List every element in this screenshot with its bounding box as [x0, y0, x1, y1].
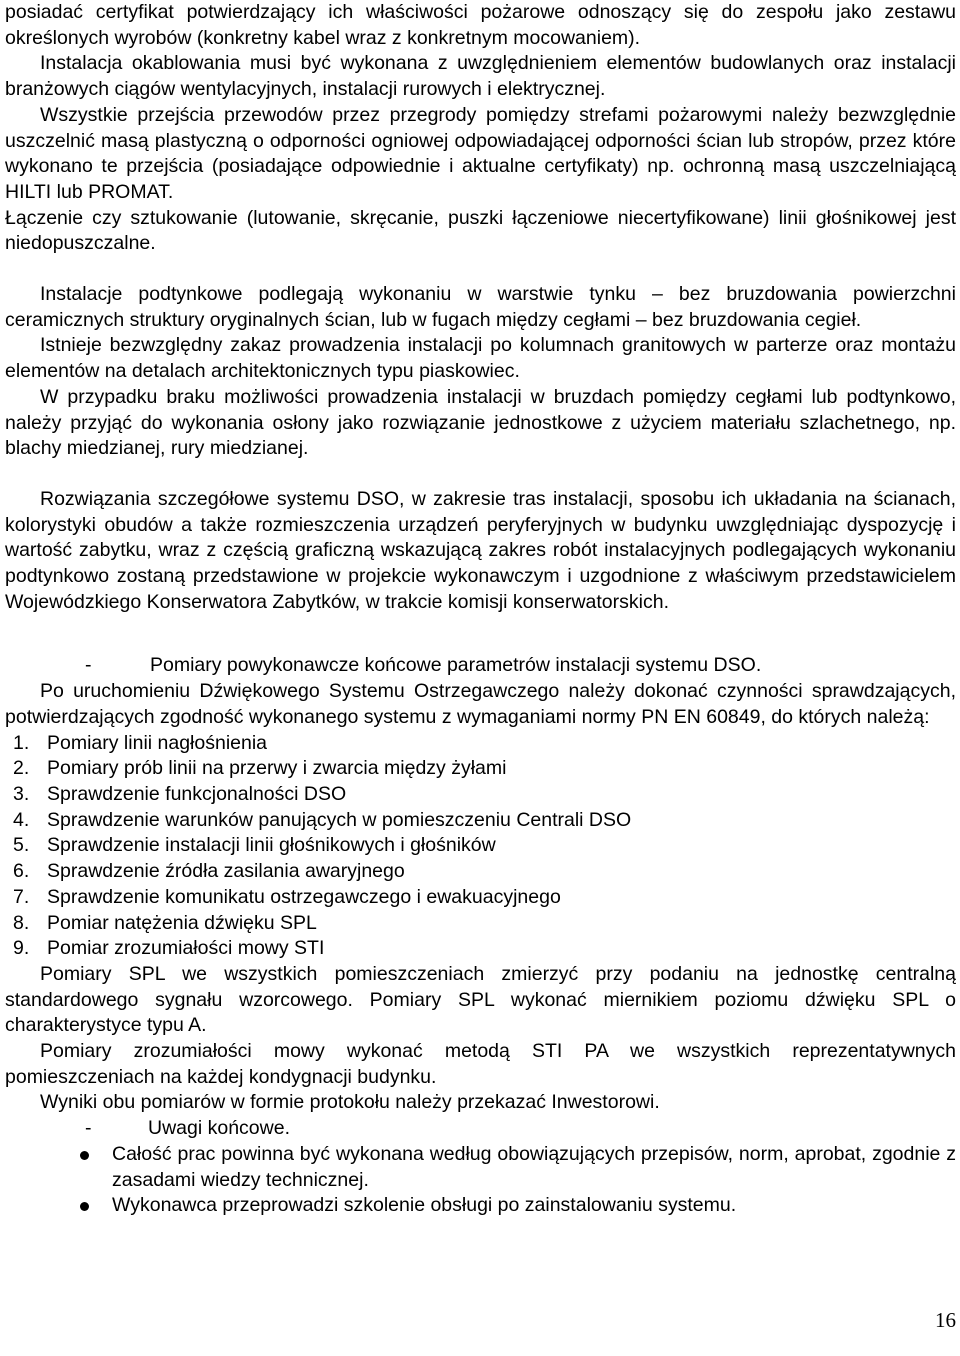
- list-item: [5, 1142, 956, 1193]
- heading-text: Pomiary powykonawcze końcowe parametrów instalacji systemu DSO.: [150, 654, 762, 677]
- list-number: 6.: [13, 860, 30, 883]
- dash-marker: -: [85, 1117, 92, 1140]
- page-number: 16: [935, 1308, 956, 1332]
- list-number: 3.: [13, 782, 30, 805]
- list-text: Sprawdzenie źródła zasilania awaryjnego: [47, 860, 405, 883]
- spacer: [5, 257, 956, 282]
- bullet-icon: [80, 1202, 89, 1211]
- paragraph-spl: Pomiary SPL we wszystkich pomieszczeniach zmierzyć przy podaniu na jednostkę centralną standardowego sygnału wzorcowego. Pomiary SPL wykonać miernikiem poziomu dźwięku SPL o charakterystyce typu A.: [5, 962, 956, 1037]
- list-item: [5, 859, 956, 885]
- spacer: [5, 615, 956, 653]
- list-number: 2.: [13, 757, 30, 780]
- paragraph-joining: Łączenie czy sztukowanie (lutowanie, skręcanie, puszki łączeniowe niecertyfikowane) linii głośnikowej jest niedopuszczalne.: [5, 206, 956, 255]
- list-text: Całość prac powinna być wykonana według obowiązujących przepisów, norm, aprobat, zgodnie z zasadami wiedzy technicznej.: [112, 1142, 956, 1191]
- final-remarks-list: [5, 1142, 956, 1219]
- list-item: [5, 1193, 956, 1219]
- spacer: [5, 462, 956, 487]
- list-number: 8.: [13, 911, 30, 934]
- list-item: [5, 936, 956, 962]
- document-page: [5, 0, 956, 1219]
- paragraph-results: Wyniki obu pomiarów w formie protokołu należy przekazać Inwestorowi.: [40, 1091, 660, 1114]
- paragraph-fire-sealing: Wszystkie przejścia przewodów przez przegrody pomiędzy strefami pożarowymi należy bezwzględnie uszczelnić masą plastyczną o odporności ogniowej odpowiadającej odporności ścian lub stropów, przez które wykonano te przejścia (posiadające odpowiednie i aktualne certyfikaty) np. ochronną masą uszczelniającą HILTI lub PROMAT.: [5, 103, 956, 203]
- list-item: [5, 833, 956, 859]
- list-text: Wykonawca przeprowadzi szkolenie obsługi po zainstalowaniu systemu.: [112, 1194, 737, 1217]
- list-text: Pomiary linii nagłośnienia: [47, 731, 268, 754]
- list-text: Sprawdzenie instalacji linii głośnikowych i głośników: [47, 834, 496, 857]
- paragraph-measurements-intro: Po uruchomieniu Dźwiękowego Systemu Ostrzegawczego należy dokonać czynności sprawdzających, potwierdzających zgodność wykonanego systemu z wymaganiami normy PN EN 60849, do których należą:: [5, 680, 956, 728]
- list-text: Pomiary prób linii na przerwy i zwarcia między żyłami: [47, 757, 507, 780]
- heading-text: Uwagi końcowe.: [148, 1117, 290, 1140]
- list-text: Sprawdzenie warunków panujących w pomieszczeniu Centrali DSO: [47, 808, 632, 831]
- bullet-icon: [80, 1151, 89, 1160]
- list-number: 9.: [13, 937, 30, 960]
- measurements-list: [5, 731, 956, 962]
- section-heading-final-remarks: [5, 1116, 956, 1142]
- list-item: [5, 885, 956, 911]
- list-text: Sprawdzenie funkcjonalności DSO: [47, 782, 347, 805]
- list-number: 7.: [13, 885, 30, 908]
- paragraph-sti: Pomiary zrozumiałości mowy wykonać metodą STI PA we wszystkich reprezentatywnych pomieszczeniach na każdej kondygnacji budynku.: [5, 1040, 956, 1088]
- paragraph-cabling: Instalacja okablowania musi być wykonana z uwzględnieniem elementów budowlanych oraz instalacji branżowych ciągów wentylacyjnych, instalacji rurowych i elektrycznej.: [5, 52, 956, 101]
- list-item: [5, 911, 956, 937]
- list-number: 1.: [13, 731, 30, 754]
- paragraph-detailed-solutions: Rozwiązania szczegółowe systemu DSO, w zakresie tras instalacji, sposobu ich układania na ścianach, kolorystyki obudów a także rozmieszczenia urządzeń peryferyjnych w budynku uwzględniając dyspozycję i wartość zabytku, wraz z częścią graficzną wskazującą zakres robót instalacyjnych podlegających wykonaniu podtynkowo zostaną przedstawione w projekcie wykonawczym i uzgodnione z właściwym przedstawicielem Wojewódzkiego Konserwatora Zabytków, w trakcie komisji konserwatorskich.: [5, 487, 956, 613]
- paragraph-copper-covers: W przypadku braku możliwości prowadzenia instalacji w bruzdach pomiędzy cegłami lub podtynkowo, należy przyjąć do wykonania osłony jako rozwiązanie jednostkowe z użyciem materiału szlachetnego, np. blachy miedzianej, rury miedzianej.: [5, 385, 956, 460]
- list-text: Pomiar zrozumiałości mowy STI: [47, 937, 325, 960]
- list-number: 4.: [13, 808, 30, 831]
- list-item: [5, 731, 956, 757]
- paragraph-flush-installation: Instalacje podtynkowe podlegają wykonaniu w warstwie tynku – bez bruzdowania powierzchni ceramicznych struktury oryginalnych ścian, lub w fugach między cegłami – bez bruzdowania cegieł.: [5, 283, 956, 331]
- section-heading-measurements: [5, 653, 956, 679]
- dash-marker: -: [85, 654, 92, 677]
- paragraph-granite-ban: Istnieje bezwzględny zakaz prowadzenia instalacji po kolumnach granitowych w parterze oraz montażu elementów na detalach architektonicznych typu piaskowiec.: [5, 334, 956, 383]
- list-item: [5, 808, 956, 834]
- list-text: Pomiar natężenia dźwięku SPL: [47, 911, 317, 934]
- list-item: [5, 782, 956, 808]
- list-item: [5, 756, 956, 782]
- paragraph-certificate: posiadać certyfikat potwierdzający ich właściwości pożarowe odnoszący się do zespołu jako zestawu określonych wyrobów (konkretny kabel wraz z konkretnym mocowaniem).: [5, 1, 956, 49]
- list-number: 5.: [13, 834, 30, 857]
- list-text: Sprawdzenie komunikatu ostrzegawczego i ewakuacyjnego: [47, 885, 561, 908]
